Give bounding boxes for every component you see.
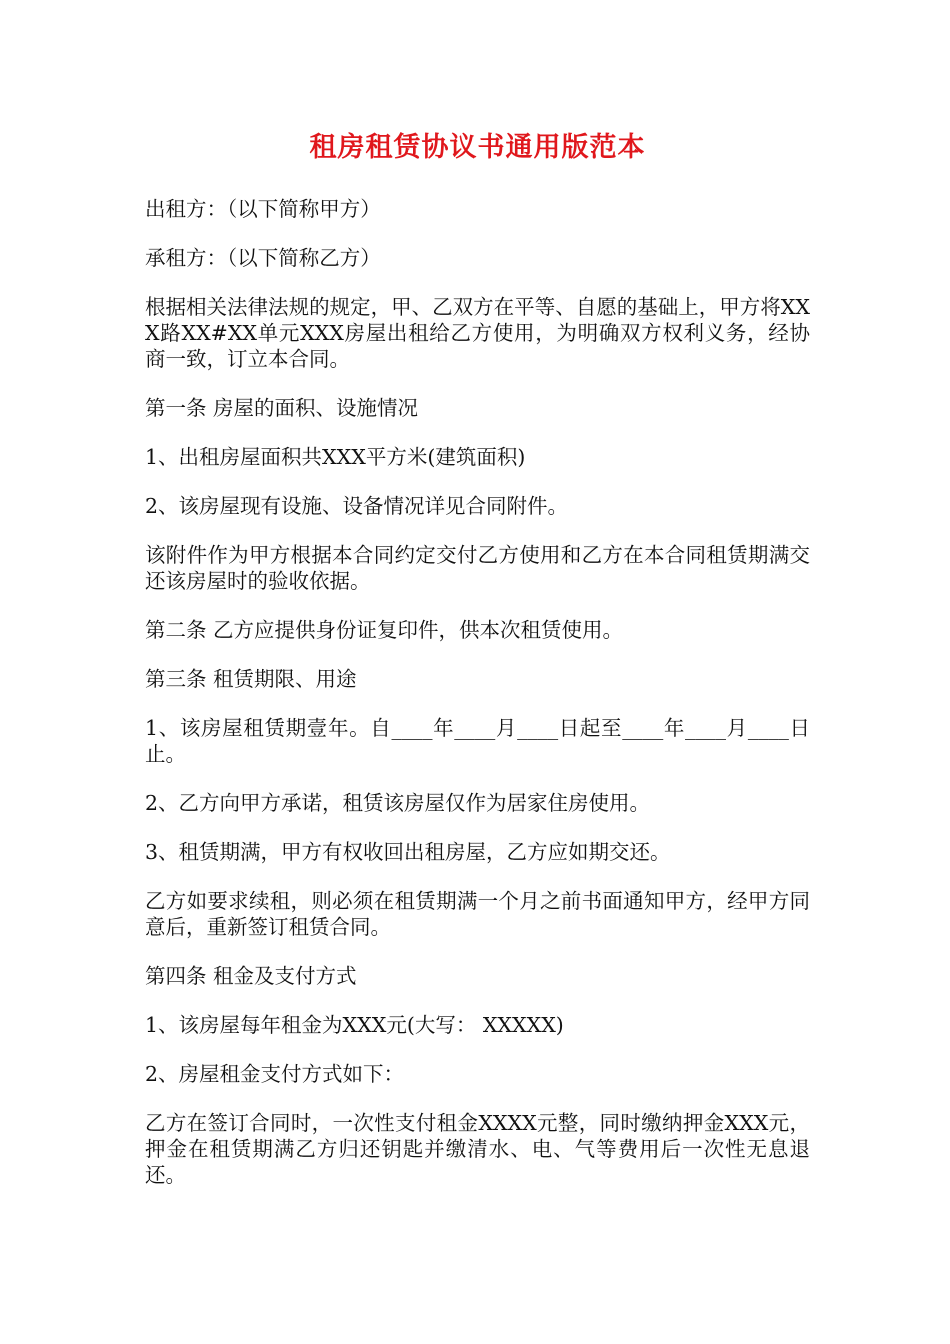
article-1-clause-1: 1、出租房屋面积共XXX平方米(建筑面积): [145, 445, 526, 469]
article-3-clause-3: 3、租赁期满，甲方有权收回出租房屋，乙方应如期交还。: [145, 840, 671, 864]
article-4-heading: 第四条 租金及支付方式: [145, 964, 357, 988]
article-1-note: 该附件作为甲方根据本合同约定交付乙方使用和乙方在本合同租赁期满交还该房屋时的验收依据。: [145, 543, 810, 593]
article-4-payment: 乙方在签订合同时，一次性支付租金XXXX元整，同时缴纳押金XXX元，押金在租赁期满乙方归还钥匙并缴清水、电、气等费用后一次性无息退还。: [145, 1111, 810, 1187]
article-3-clause-1: 1、该房屋租赁期壹年。自____年____月____日起至____年____月____日止。: [145, 716, 810, 766]
article-1-clause-2: 2、该房屋现有设施、设备情况详见合同附件。: [145, 494, 569, 518]
article-1-heading: 第一条 房屋的面积、设施情况: [145, 396, 419, 420]
paragraph-lessee: 承租方：（以下简称乙方）: [145, 246, 381, 270]
article-2-heading: 第二条 乙方应提供身份证复印件，供本次租赁使用。: [145, 618, 624, 642]
paragraph-preamble: 根据相关法律法规的规定，甲、乙双方在平等、自愿的基础上，甲方将XXX路XX#XX单元XXX房屋出租给乙方使用，为明确双方权利义务，经协商一致，订立本合同。: [145, 295, 810, 371]
article-4-clause-2: 2、房屋租金支付方式如下：: [145, 1062, 405, 1086]
paragraph-lessor: 出租方：（以下简称甲方）: [145, 197, 381, 221]
article-3-clause-2: 2、乙方向甲方承诺，租赁该房屋仅作为居家住房使用。: [145, 791, 651, 815]
document-title: 租房租赁协议书通用版范本: [309, 132, 646, 163]
document-body: [145, 128, 810, 1211]
article-3-heading: 第三条 租赁期限、用途: [145, 667, 357, 691]
article-4-clause-1: 1、该房屋每年租金为XXX元(大写： XXXXX): [145, 1013, 564, 1037]
article-3-renewal: 乙方如要求续租，则必须在租赁期满一个月之前书面通知甲方，经甲方同意后，重新签订租赁合同。: [145, 889, 810, 939]
